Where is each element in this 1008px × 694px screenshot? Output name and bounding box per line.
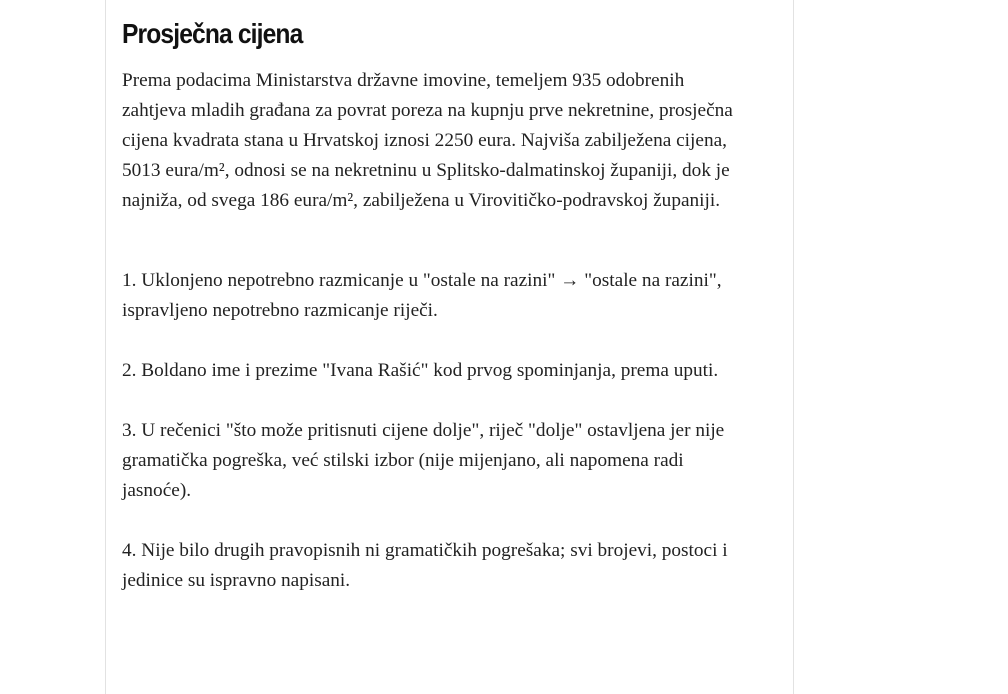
intro-paragraph: Prema podacima Ministarstva državne imovine, temeljem 935 odobrenih zahtjeva mladih građana za povrat poreza na kupnju prve nekretnine, prosječna cijena kvadrata stana u Hrvatskoj iznosi 2250 eura. Najviša zabilježena cijena, 5013 eura/m², odnosi se na nekretninu u Splitsko-dalmatinskoj županiji, dok je najniža, od svega 186 eura/m², zabilježena u Virovitičko-podravskoj županiji. (122, 70, 733, 211)
note-2: 2. Boldano ime i prezime "Ivana Rašić" kod prvog spominjanja, prema uputi. (122, 360, 719, 381)
article-column (105, 0, 794, 694)
note-1: 1. Uklonjeno nepotrebno razmicanje u "ostale na razini" → "ostale na razini", ispravljeno nepotrebno razmicanje riječi. (122, 270, 722, 321)
note-3: 3. U rečenici "što može pritisnuti cijene dolje", riječ "dolje" ostavljena jer nije gramatička pogreška, već stilski izbor (nije mijenjano, ali napomena radi jasnoće). (122, 420, 725, 501)
note-4: 4. Nije bilo drugih pravopisnih ni gramatičkih pogrešaka; svi brojevi, postoci i jedinice su ispravno napisani. (122, 540, 728, 591)
article-body (122, 14, 742, 596)
section-heading: Prosječna cijena (122, 18, 303, 49)
